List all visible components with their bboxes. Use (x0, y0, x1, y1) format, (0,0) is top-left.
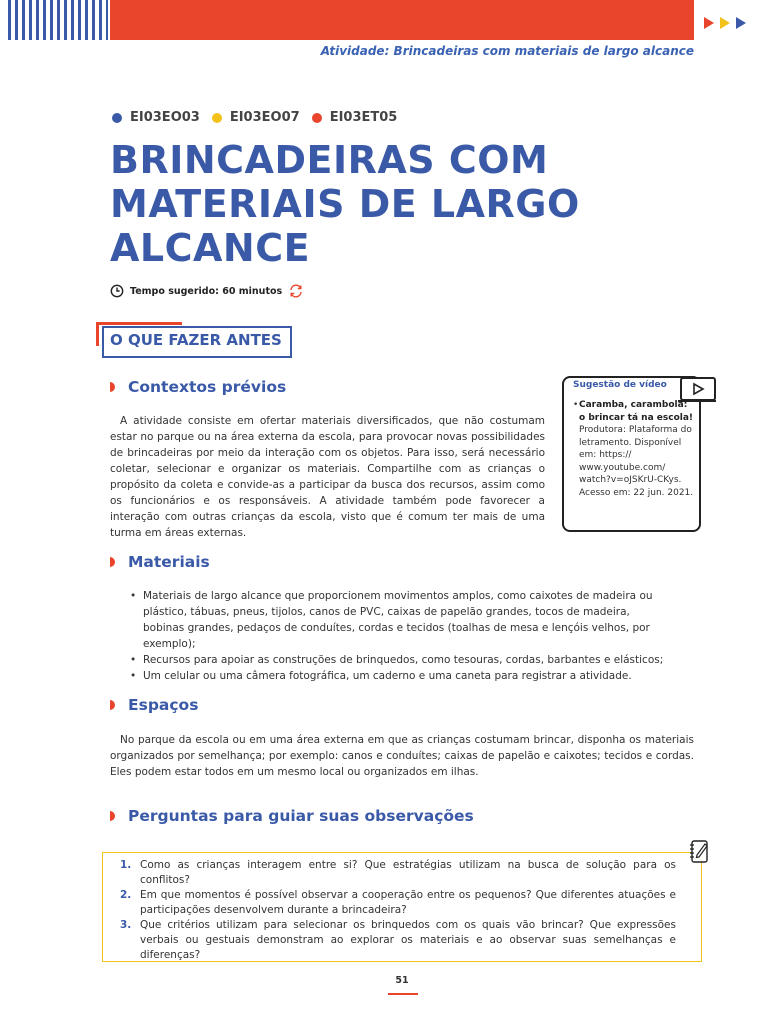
heading-materiais (110, 553, 210, 571)
header-red-bar (110, 0, 694, 40)
breadcrumb: Atividade: Brincadeiras com materiais de largo alcance (320, 44, 694, 58)
bullet-half-circle-icon (110, 700, 115, 710)
question-text: Que critérios utilizam para selecionar os brinquedos com os quais vão brincar? Que expressões verbais ou gestuais demonstram ao explorar os materiais e ao observar suas semelhanças e diferenças? (140, 919, 676, 961)
bullet-half-circle-icon (110, 382, 115, 392)
blue-dot-icon (112, 113, 122, 123)
notebook-icon (688, 839, 712, 865)
question-number: 1. (120, 859, 132, 871)
question-text: Em que momentos é possível observar a cooperação entre os pequenos? Que diferentes atuações e participações desenvolvem durante a brincadeira? (140, 889, 676, 916)
time-label: Tempo sugerido: 60 minutos (130, 285, 283, 297)
question-number: 2. (120, 889, 132, 901)
code-label: EI03ET05 (329, 110, 398, 125)
heading-label: Contextos prévios (128, 378, 287, 396)
yellow-dot-icon (212, 113, 222, 123)
section-corner-accent (96, 322, 99, 346)
list-item: • Materiais de largo alcance que proporcionem movimentos amplos, como caixotes de madeira ou plástico, tábuas, pneus, tijolos, canos de PVC, caixas de papelão grandes, tocos de madeira, bobinas grandes, pedaços de conduítes, cordas e tecidos (toalhas de mesa e lençóis velhos, por exemplo); (130, 588, 670, 652)
question-item (120, 918, 676, 963)
video-suggestion-title: Sugestão de vídeo (573, 380, 667, 390)
heading-contextos (110, 378, 286, 396)
video-title: Caramba, carambola: o brincar tá na escola! (579, 400, 694, 423)
heading-label: Materiais (128, 553, 210, 571)
bullet-half-circle-icon (110, 557, 115, 567)
question-text: Como as crianças interagem entre si? Que estratégias utilizam na busca de solução para os conflitos? (140, 859, 676, 886)
heading-espacos (110, 696, 198, 714)
question-number: 3. (120, 919, 132, 931)
play-icon (682, 379, 714, 399)
clock-icon (110, 284, 124, 298)
page-number-underline (388, 993, 418, 995)
arrow-icon (720, 17, 730, 29)
contextos-paragraph: A atividade consiste em ofertar materiais diversificados, que não costumam estar no parque ou na área externa da escola, para provocar novas possibilidades de brincadeiras por meio da interação com os objetos. Para isso, será necessário coletar, selecionar e organizar os materiais. Compartilhe com as crianças o propósito da coleta e convide-as a participar da busca dos recursos, assim como os funcionários e os responsáveis. A atividade também pode favorecer a interação com outras crianças da escola, visto que é comum ter mais de uma turma em áreas externas. (110, 415, 545, 539)
section-title: O QUE FAZER ANTES (110, 331, 282, 349)
bncc-codes (112, 110, 409, 125)
video-details: Produtora: Plataforma do letramento. Disponível em: https:// www.youtube.com/ watch?v=oJSKrU-CKys. Acesso em: 22 jun. 2021. (579, 425, 694, 498)
code-label: EI03EO03 (130, 110, 200, 125)
heading-label: Espaços (128, 696, 199, 714)
suggested-time (110, 283, 304, 299)
arrow-icon (736, 17, 746, 29)
heading-perguntas (110, 807, 474, 825)
play-video-icon (680, 377, 716, 401)
page-title: BRINCADEIRAS COM MATERIAIS DE LARGO ALCANCE (110, 138, 580, 270)
page-number: 51 (395, 975, 409, 986)
arrow-icon (704, 17, 714, 29)
questions-list (120, 858, 676, 963)
materials-list (130, 588, 670, 684)
question-item (120, 858, 676, 888)
espacos-paragraph: No parque da escola ou em uma área externa em que as crianças costumam brincar, disponha os materiais organizados por semelhança; por exemplo: canos e conduítes; caixas de papelão e caixotes; tecidos e cordas. Eles podem estar todos em um mesmo local ou organizados em ilhas. (110, 734, 694, 778)
section-corner-accent (96, 322, 182, 325)
refresh-icon (288, 283, 304, 299)
question-item (120, 888, 676, 918)
video-suggestion-text: • Caramba, carambola: o brincar tá na escola! Produtora: Plataforma do letramento. Disponível em: https:// www.youtube.com/ watch?v=oJSKrU-CKys. Acesso em: 22 jun. 2021. (573, 400, 694, 498)
header-stripes (8, 0, 108, 40)
list-item: • Um celular ou uma câmera fotográfica, um caderno e uma caneta para registrar a atividade. (130, 668, 670, 684)
code-label: EI03EO07 (229, 110, 300, 125)
red-dot-icon (312, 113, 322, 123)
bullet-half-circle-icon (110, 811, 115, 821)
list-item: • Recursos para apoiar as construções de brinquedos, como tesouras, cordas, barbantes e elásticos; (130, 652, 670, 668)
heading-label: Perguntas para guiar suas observações (128, 807, 474, 825)
